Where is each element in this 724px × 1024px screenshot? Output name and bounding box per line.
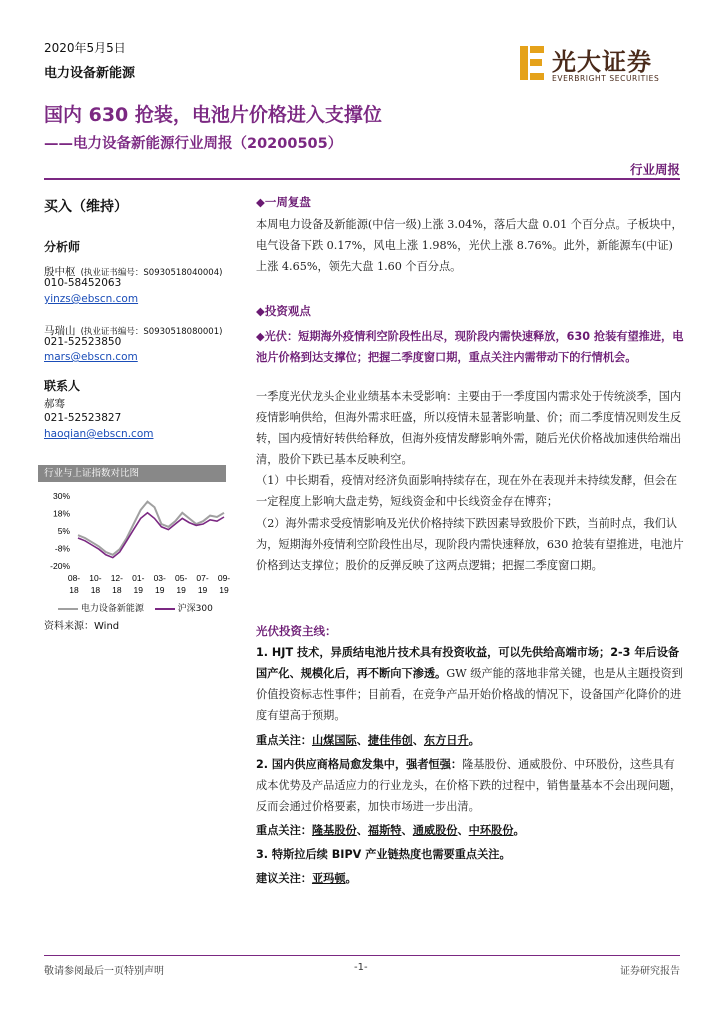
analyst-email-link[interactable]: yinzs@ebscn.com	[44, 293, 139, 305]
rating: 买入（维持）	[44, 199, 128, 215]
y-tick-label: -8%	[54, 543, 70, 554]
y-tick-label: -20%	[50, 561, 70, 571]
report-sector: 电力设备新能源	[44, 66, 136, 81]
x-tick-label: 08-	[67, 573, 81, 583]
section-heading-view: ◆投资观点	[256, 304, 311, 318]
suggest-label: 建议关注：	[256, 872, 312, 885]
x-tick-label: 18	[90, 585, 101, 595]
x-tick-label: 03-	[153, 573, 166, 583]
analyst-cert: (执业证书编号：S0930518080001)	[80, 327, 223, 337]
item-1-text: GW 级产能的落地非常关键，也是从主题投资到价值投资标志性事件；目前看，在竞争产品开始价格战的情况下，设备国产化降价的进度有望高于预期。	[256, 667, 683, 722]
page-number: -1-	[354, 962, 368, 973]
paragraph-1: 一季度光伏龙头企业业绩基本未受影响：主要由于一季度国内需求处于传统淡季，国内疫情影响供给，但海外需求旺盛，所以疫情未显著影响量、价；而二季度情况则发生反转，国内疫情好转供给释放，但海外疫情发酵影响外需，随后光伏价格战加速供给端出清，股价下跌已基本反映利空。	[256, 390, 682, 466]
x-tick-label: 09-	[217, 573, 231, 583]
legend-swatch-index	[155, 608, 175, 610]
contact-name: 郝骞	[44, 398, 65, 410]
x-tick-label: 19	[176, 585, 186, 595]
series-line-1	[78, 513, 224, 558]
x-tick-label: 07-	[196, 573, 209, 583]
footer-report-label: 证券研究报告	[620, 966, 680, 977]
focus-label: 重点关注：	[256, 734, 312, 747]
x-tick-label: 10-	[89, 573, 102, 583]
x-tick-label: 01-	[132, 573, 145, 583]
section-heading-review: ◆一周复盘	[256, 195, 311, 209]
comparison-line-chart	[38, 486, 231, 598]
y-tick-label: 18%	[52, 508, 70, 519]
item-1-bold: 1. HJT 技术，异质结电池片技术具有投资收益，可以先供给高端市场；2-3 年后设备国产化、规模化后，再不断向下渗透。	[256, 646, 680, 680]
x-tick-label: 19	[133, 585, 144, 595]
report-date: 2020年5月5日	[44, 41, 126, 55]
mainline-heading: 光伏投资主线：	[256, 624, 337, 638]
chart-title: 行业与上证指数对比图	[38, 465, 226, 482]
item-1	[256, 642, 684, 726]
review-paragraph: 本周电力设备及新能源(中信一级)上涨 3.04%，落后大盘 0.01 个百分点。子板块中，电气设备下跌 0.17%，风电上涨 1.98%，光伏上涨 8.76%。此外，新能源车(中证)上涨 4.65%，领先大盘 1.60 个百分点。	[256, 218, 683, 273]
focus-stock: 福斯特	[367, 824, 402, 837]
item-2	[256, 754, 684, 817]
pv-highlight: ◆光伏：短期海外疫情利空阶段性出尽，现阶段内需快速释放，630 抢装有望推进，电池片价格到达支撑位；把握二季度窗口期，重点关注内需带动下的行情机会。	[256, 330, 684, 364]
legend-swatch-sector	[58, 608, 78, 610]
analyst-phone: 010-58452063	[44, 277, 122, 289]
focus-stock: 东方日升	[423, 734, 469, 747]
focus-line-2: 重点关注：隆基股份、福斯特、通威股份、中环股份。	[256, 824, 525, 837]
footer-disclaimer: 敬请参阅最后一页特别声明	[44, 966, 164, 977]
x-tick-label: 05-	[174, 573, 188, 583]
x-tick-label: 12-	[110, 573, 124, 583]
focus-line-1: 重点关注：山煤国际、捷佳伟创、东方日升。	[256, 734, 480, 747]
x-tick-label: 19	[154, 585, 165, 595]
logo-text-en: EVERBRIGHT SECURITIES	[552, 74, 660, 83]
focus-stock: 通威股份	[412, 824, 458, 837]
item-2-text: 隆基股份、通威股份、中环股份，这些具有成本优势及产品适应力的行业龙头，在价格下跌的过程中，销售量基本不会出现问题，反而会通过价格要素，加快市场进一步出清。	[256, 758, 682, 813]
legend-label-sector: 电力设备新能源	[80, 604, 144, 614]
analyst-heading: 分析师	[44, 240, 81, 254]
analyst-name: 马瑞山	[44, 325, 76, 337]
logo-text-cn: 光大证券	[552, 48, 652, 76]
legend-label-index: 沪深300	[177, 604, 213, 614]
focus-stock: 中环股份	[468, 824, 514, 837]
focus-stock: 山煤国际	[311, 734, 357, 747]
paragraph-2: （1）中长期看，疫情对经济负面影响持续存在，现在外在表现并未持续发酵，但会在一定程度上影响大盘走势，短线资金和中长线资金存在博弈；	[256, 474, 678, 508]
suggest-stock: 亚玛顿	[311, 872, 346, 885]
x-tick-label: 18	[69, 585, 79, 595]
logo-mark-icon	[520, 46, 544, 80]
x-tick-label: 18	[112, 585, 122, 595]
header-divider	[44, 178, 680, 180]
company-logo	[520, 44, 688, 90]
analyst-phone: 021-52523850	[44, 336, 122, 348]
item-3: 3. 特斯拉后续 BIPV 产业链热度也需要重点关注。	[256, 848, 511, 861]
contact-email-link[interactable]: haoqian@ebscn.com	[44, 428, 154, 440]
contact-phone: 021-52523827	[44, 412, 122, 424]
report-type-tag: 行业周报	[629, 162, 680, 177]
chart-source: 资料来源：Wind	[44, 621, 120, 632]
item-2-bold: 2. 国内供应商格局愈发集中，强者恒强：	[256, 758, 463, 771]
page-subtitle: ——电力设备新能源行业周报（20200505）	[44, 136, 343, 152]
paragraph-3: （2）海外需求受疫情影响及光伏价格持续下跌因素导致股价下跌，当前时点，我们认为，短期海外疫情利空阶段性出尽，现阶段内需快速释放，630 抢装有望推进，电池片价格到达支撑位；股价的反弹反映了这两点逻辑；把握二季度窗口期。	[256, 517, 684, 572]
page-title: 国内 630 抢装，电池片价格进入支撑位	[44, 104, 382, 126]
x-tick-label: 19	[219, 585, 229, 595]
focus-stock: 隆基股份	[311, 824, 357, 837]
analyst-name: 殷中枢	[44, 266, 76, 278]
y-tick-label: 5%	[57, 526, 70, 536]
y-tick-label: 30%	[52, 491, 70, 501]
footer-divider	[44, 955, 680, 956]
analyst-cert: (执业证书编号：S0930518040004)	[80, 268, 223, 278]
suggest-line: 建议关注：亚玛顿。	[256, 872, 357, 885]
series-line-0	[78, 502, 224, 555]
chart-legend	[58, 601, 213, 614]
x-tick-label: 19	[197, 585, 208, 595]
focus-stock: 捷佳伟创	[367, 734, 413, 747]
focus-label: 重点关注：	[256, 824, 312, 837]
analyst-email-link[interactable]: mars@ebscn.com	[44, 351, 138, 363]
contact-heading: 联系人	[44, 379, 81, 393]
